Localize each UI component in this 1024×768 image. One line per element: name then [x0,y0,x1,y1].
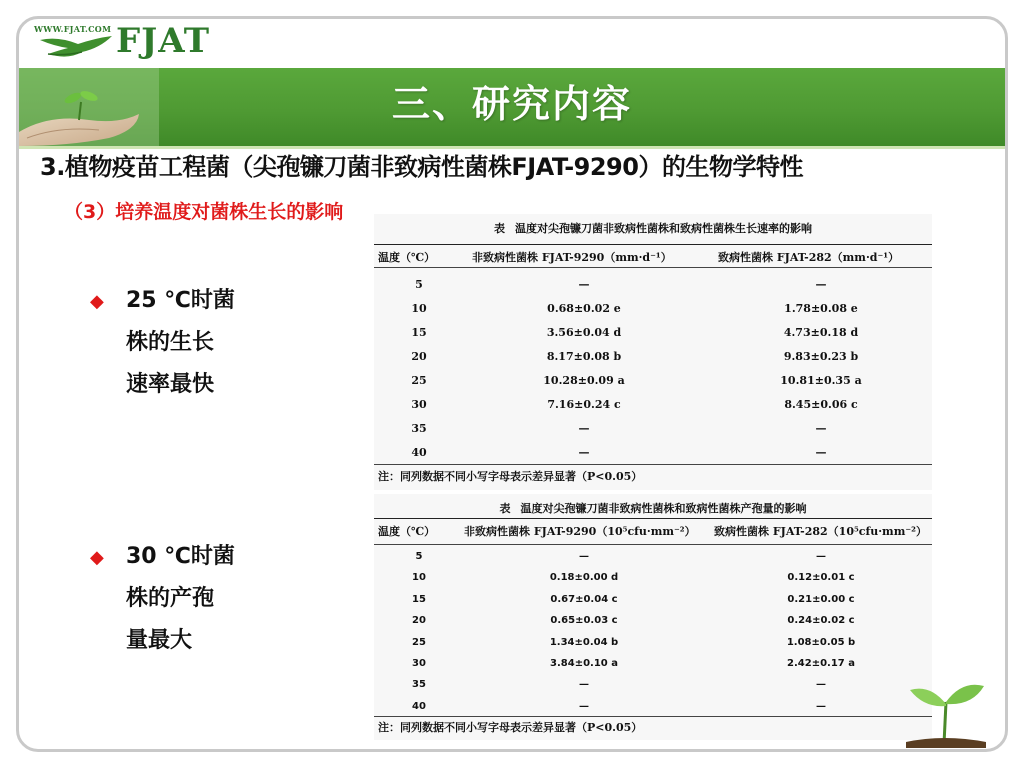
header-temp: 温度（℃） [378,525,436,538]
table-cell: 5 [415,278,423,291]
header-pathogenic: 致病性菌株 FJAT-282（10⁵cfu·mm⁻²） [714,525,927,538]
table-cell: 10.81±0.35 a [780,374,862,387]
table-cell: 25 [411,374,427,387]
bird-logo-icon [38,34,114,62]
table-cell: — [816,700,826,712]
table-cell: 0.24±0.02 c [787,615,855,627]
table-cell: 0.12±0.01 c [787,572,855,584]
table-note: 注：同列数据不同小写字母表示差异显著（P<0.05） [378,721,643,734]
table-cell: 30 [411,398,427,411]
bullet-text: 30 ℃时菌 株的产孢 量最大 [126,544,235,653]
seedling-icon [900,678,988,748]
table-cell: 4.73±0.18 d [783,326,859,339]
table-cell: — [579,551,589,562]
diamond-bullet-icon: ◆ [90,291,104,312]
banner-divider [19,146,1005,149]
section-label: （3）培养温度对菌株生长的影响 [64,201,344,223]
table-cell: 3.56±0.04 d [546,326,622,339]
table-mark: 表 [494,222,505,235]
table-cell: 25 [412,636,426,648]
table-caption [374,220,932,236]
bullet-growth-rate [90,280,260,410]
table-cell: — [815,422,827,435]
table-caption [374,500,932,516]
table-cell: 20 [412,615,426,627]
table-cell: 15 [411,326,427,339]
logo-brand-text: FJAT [116,21,211,61]
table-cell: 1.78±0.08 e [784,302,858,315]
bullet-spore-yield [90,536,260,666]
table-note: 注：同列数据不同小写字母表示差异显著（P<0.05） [378,470,643,483]
table-cell: 35 [412,679,426,691]
table-cell: — [815,446,827,459]
growth-rate-table [374,214,932,490]
table-cell: 5 [415,551,423,562]
table-cell: 40 [411,446,427,459]
table-cell: 10 [411,302,427,315]
header-nonpathogenic: 非致病性菌株 FJAT-9290（mm·d⁻¹） [472,251,672,264]
table-cell: 3.84±0.10 a [550,658,618,669]
table-cell: 8.45±0.06 c [784,398,858,411]
table-cell: 0.21±0.00 c [787,593,855,605]
fjat-logo [32,18,211,62]
table-cell: — [579,679,589,691]
table-cell: — [579,700,589,712]
header-temp: 温度（℃） [378,251,436,264]
table-cell: 10 [412,572,426,584]
header-nonpathogenic: 非致病性菌株 FJAT-9290（10⁵cfu·mm⁻²） [464,525,696,538]
table-rule [374,518,932,519]
table-cell: — [815,278,827,291]
table-cell: 0.67±0.04 c [550,593,618,605]
table-cell: 35 [411,422,427,435]
table-cell: 30 [412,658,426,669]
table-cell: 20 [411,350,427,363]
logo-url-text: WWW.FJAT.COM [34,24,112,34]
table-cell: 0.65±0.03 c [550,615,618,627]
table-cell: — [578,422,590,435]
table-rule [374,267,932,268]
table-caption-text: 温度对尖孢镰刀菌非致病性菌株和致病性菌株生长速率的影响 [515,222,812,235]
table-cell: 2.42±0.17 a [787,658,855,669]
table-cell: — [578,278,590,291]
page-title: 三、研究内容 [391,82,632,126]
header-pathogenic: 致病性菌株 FJAT-282（mm·d⁻¹） [718,251,900,264]
table-cell: — [578,446,590,459]
table-cell: 1.08±0.05 b [786,636,856,648]
table-cell: 40 [412,700,426,712]
table-cell: 8.17±0.08 b [546,350,622,363]
title-banner [19,68,1005,146]
table-mark: 表 [499,502,511,515]
table-cell: 0.18±0.00 d [549,572,619,584]
table-cell: 15 [412,593,426,605]
table-cell: 9.83±0.23 b [783,350,859,363]
table-cell: — [816,551,826,562]
table-cell: 7.16±0.24 c [547,398,621,411]
table-rule [374,544,932,545]
table-caption-text: 温度对尖孢镰刀菌非致病性菌株和致病性菌株产孢量的影响 [520,502,807,515]
table-rule [374,244,932,245]
table-cell: 0.68±0.02 e [547,302,621,315]
bullet-text: 25 ℃时菌 株的生长 速率最快 [126,288,235,397]
table-cell: 10.28±0.09 a [543,374,625,387]
spore-yield-table [374,494,932,740]
table-cell: 1.34±0.04 b [549,636,619,648]
table-cell: — [816,679,826,691]
table-rule [374,716,932,717]
table-rule [374,464,932,465]
diamond-bullet-icon: ◆ [90,547,104,568]
slide-subtitle: 3.植物疫苗工程菌（尖孢镰刀菌非致病性菌株FJAT-9290）的生物学特性 [40,153,803,181]
